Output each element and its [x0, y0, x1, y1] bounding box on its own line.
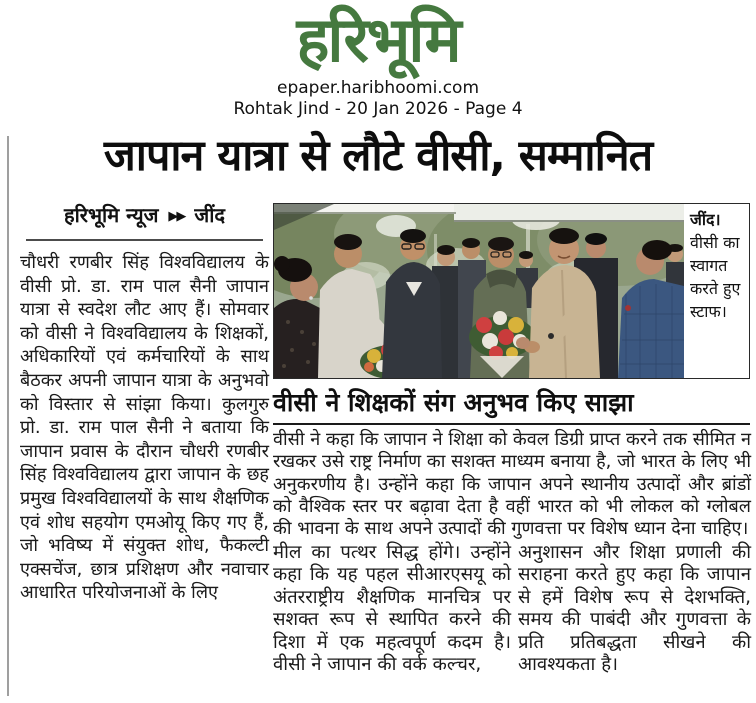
double-arrow-icon: ▶▶ [168, 209, 185, 224]
closing-column: अनुशासन और शिक्षा प्रणाली की सराहना करते हुए कहा कि जापान से हमें विशेष रूप से देशभक्ति, समय की पाबंदी और गुणवत्ता के प्रति प्रतिबद्धता सीखने की आवश्यकता है। [518, 542, 751, 676]
byline [20, 202, 269, 232]
caption-location: जींद। [690, 210, 721, 229]
caption-text: वीसी का स्वागत करते हुए स्टाफ। [690, 233, 741, 321]
left-border-rule [7, 136, 9, 696]
article-headline: जापान यात्रा से लौटे वीसी, सम्मानित [103, 131, 653, 181]
masthead [0, 0, 756, 120]
photo-figure [273, 203, 750, 379]
byline-location: जींद [194, 203, 226, 227]
lead-column [20, 202, 269, 605]
epaper-url: epaper.haribhoomi.com [276, 78, 480, 98]
subhead-paragraph: वीसी ने कहा कि जापान ने शिक्षा को केवल डिग्री प्राप्त करने तक सीमित न रखकर उसे राष्ट्र निर्माण का सशक्त माध्यम बनाया है, जो भारत के लिए भी अनुकरणीय है। उन्होंने कहा कि जापान अपने स्थानीय उत्पादों और ब्रांडों को वैश्विक स्तर पर बढ़ावा देता है वहीं भारत को भी लोकल को ग्लोबल की भावना के साथ अपने उत्पादों की गुणवत्ता पर विशेष ध्यान देना चाहिए। [273, 429, 751, 540]
byline-rule [26, 239, 263, 241]
newspaper-logo: हरिभूमि [296, 3, 460, 76]
photo-illustration [274, 204, 684, 378]
photo-caption [684, 204, 749, 378]
continuation-column: मील का पत्थर सिद्ध होंगे। उन्होंने कहा कि यह पहल सीआरएसयू को अंतरराष्ट्रीय शैक्षणिक मानचित्र पर सशक्त रूप से स्थापित करने की दिशा में एक महत्वपूर्ण कदम है। वीसी ने जापान की वर्क कल्चर, [273, 542, 511, 676]
byline-source: हरिभूमि न्यूज [63, 203, 159, 227]
sub-headline: वीसी ने शिक्षकों संग अनुभव किए साझा [273, 388, 750, 425]
edition-date-page: Rohtak Jind - 20 Jan 2026 - Page 4 [233, 99, 523, 119]
lead-paragraph: चौधरी रणबीर सिंह विश्वविद्यालय के वीसी प्रो. डा. राम पाल सैनी जापान यात्रा से स्वदेश लौट आए हैं। सोमवार को वीसी ने विश्वविद्यालय के शिक्षकों, अधिकारियों एवं कर्मचारियों के साथ बैठकर अपनी जापान यात्रा के अनुभवो को विस्तार से सांझा किया। कुलगुरु प्रो. डा. राम पाल सैनी ने बताया कि जापान प्रवास के दौरान चौधरी रणबीर सिंह विश्वविद्यालय द्वारा जापान के छह प्रमुख विश्वविद्यालयों के साथ शैक्षणिक एवं शोध सहयोग एमओयू किए गए हैं, जो भविष्य में संयुक्त शोध, फैकल्टी एक्सचेंज, छात्र प्रशिक्षण और नवाचार आधारित परियोजनाओं के लिए [20, 252, 269, 604]
